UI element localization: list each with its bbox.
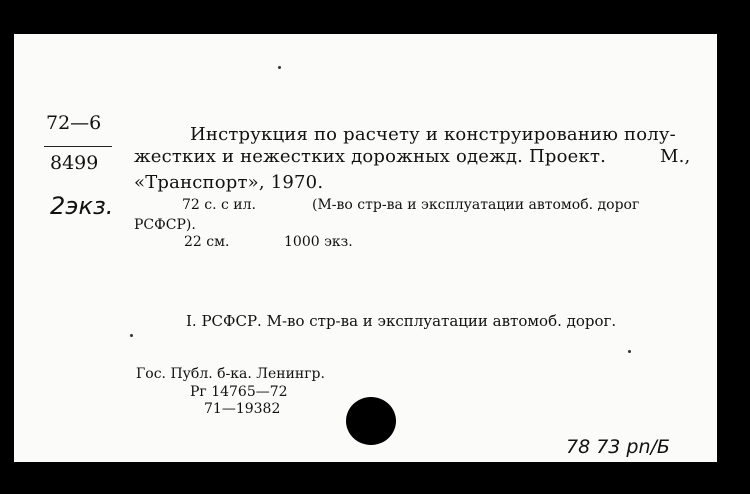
library-accession-number: 71—19382 [204, 401, 281, 417]
library-name: Гос. Публ. б-ка. Ленингр. [136, 366, 325, 382]
print-run: 1000 экз. [284, 234, 353, 250]
handwritten-bottom-note: 78 73 pn/Б [566, 436, 670, 458]
call-number-top: 72—6 [46, 112, 102, 134]
library-register-number: Рг 14765—72 [190, 384, 288, 400]
handwritten-copies-note: 2экз. [50, 192, 114, 220]
book-size: 22 см. [184, 234, 230, 250]
dust-speck [628, 350, 631, 353]
dust-speck [130, 334, 133, 337]
collation-pages: 72 с. с ил. [182, 197, 256, 213]
title-line-2: жестких и нежестких дорожных одежд. Проект. [134, 146, 607, 167]
catalog-card [14, 34, 717, 462]
subject-tracing: I. РСФСР. М-во стр-ва и эксплуатации автомоб. дорог. [186, 312, 617, 330]
collation-series: (М-во стр-ва и эксплуатации автомоб. дорог [312, 197, 640, 213]
dust-speck [278, 66, 281, 69]
call-number-divider [44, 146, 112, 147]
place-of-publication: М., [660, 146, 691, 167]
title-line-3: «Транспорт», 1970. [134, 172, 324, 193]
call-number-bottom: 8499 [50, 152, 99, 174]
collation-series-end: РСФСР). [134, 217, 196, 233]
title-line-1: Инструкция по расчету и конструированию полу- [190, 124, 676, 145]
card-punch-hole [346, 397, 396, 445]
